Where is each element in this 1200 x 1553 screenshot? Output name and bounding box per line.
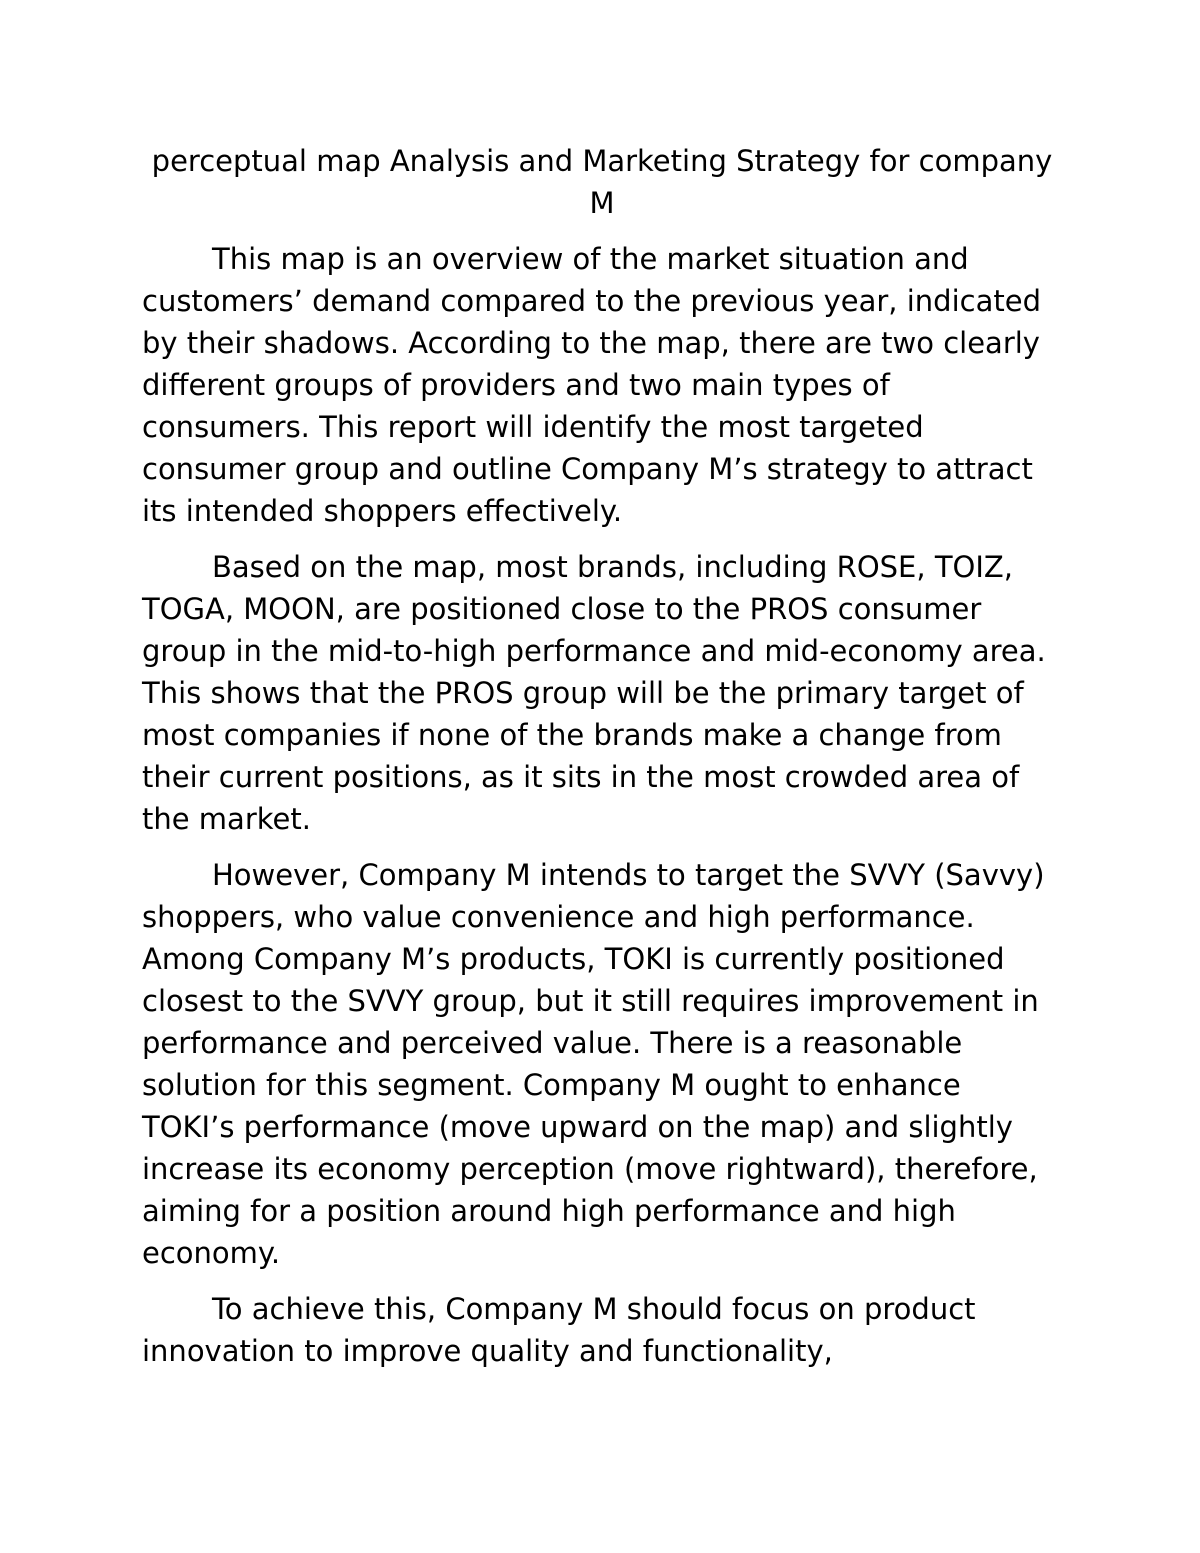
document-title: perceptual map Analysis and Marketing Strategy for company M bbox=[151, 144, 1053, 220]
paragraph-market-position: Based on the map, most brands, including ROSE, TOIZ, TOGA, MOON, are positioned close to the PROS consumer group in the mid-to-high performance and mid-economy area. This shows that the PROS group will be the primary target of most companies if none of the brands make a change from their current positions, as it sits in the most crowded area of the market. bbox=[142, 550, 1046, 836]
paragraph-target-strategy: However, Company M intends to target the SVVY (Savvy) shoppers, who value convenience and high performance. Among Company M’s products, TOKI is currently positioned closest to the SVVY group, but it still requires improvement in performance and perceived value. There is a reasonable solution for this segment. Company M ought to enhance TOKI’s performance (move upward on the map) and slightly increase its economy perception (move rightward), therefore, aiming for a position around high performance and high economy. bbox=[142, 858, 1045, 1270]
document-body bbox=[142, 140, 1062, 1386]
paragraph-implementation: To achieve this, Company M should focus on product innovation to improve quality and functionality, bbox=[142, 1292, 976, 1368]
paragraph-intro: This map is an overview of the market situation and customers’ demand compared to the previous year, indicated by their shadows. According to the map, there are two clearly different groups of providers and two main types of consumers. This report will identify the most targeted consumer group and outline Company M’s strategy to attract its intended shoppers effectively. bbox=[142, 242, 1041, 528]
